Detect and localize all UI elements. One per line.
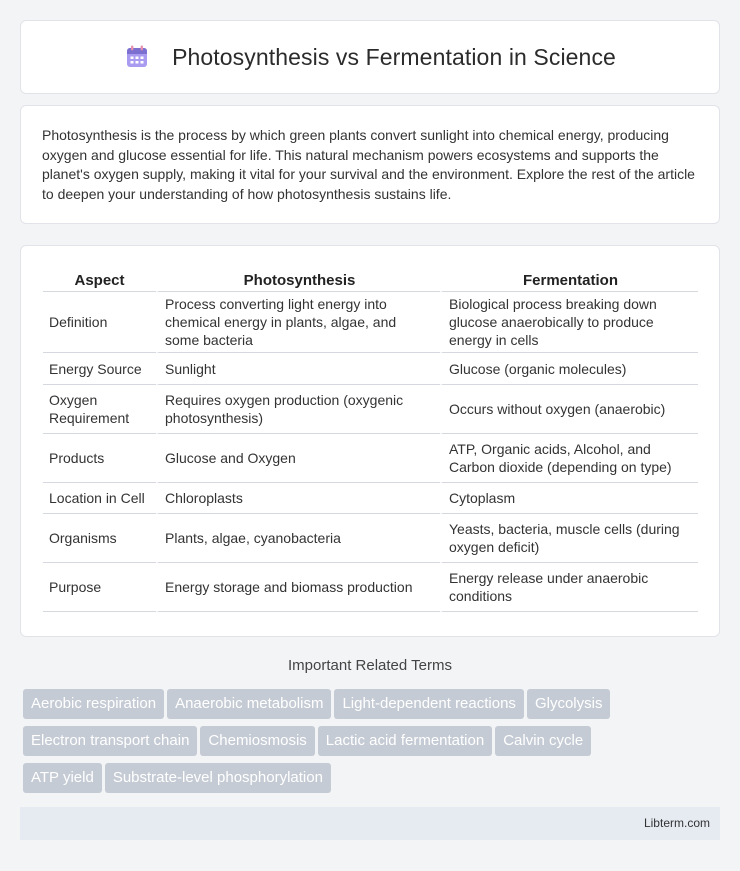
tag-aerobic-respiration[interactable]: Aerobic respiration [23,689,164,719]
table-row [43,353,698,385]
table-cell: Yeasts, bacteria, muscle cells (during oxygen deficit) [440,514,698,563]
tag-lactic-acid-fermentation[interactable]: Lactic acid fermentation [318,726,492,756]
table-row [43,514,698,563]
tag-electron-transport-chain[interactable]: Electron transport chain [23,726,197,756]
header-card [20,20,720,94]
table-row [43,483,698,514]
tag-light-dependent-reactions[interactable]: Light-dependent reactions [334,689,523,719]
table-cell: Energy release under anaerobic conditions [440,563,698,612]
tag-glycolysis[interactable]: Glycolysis [527,689,611,719]
tag-substrate-level-phosphorylation[interactable]: Substrate-level phosphorylation [105,763,331,793]
table-cell: Organisms [43,514,156,563]
intro-card [20,105,720,224]
table-cell: Products [43,434,156,483]
table-cell: Cytoplasm [440,483,698,514]
table-cell: Location in Cell [43,483,156,514]
related-terms-list [23,689,723,800]
table-cell: Biological process breaking down glucose anaerobically to produce energy in cells [440,292,698,353]
tag-chemiosmosis[interactable]: Chemiosmosis [200,726,314,756]
table-cell: Occurs without oxygen (anaerobic) [440,385,698,434]
header-fermentation: Fermentation [440,266,698,292]
table-cell: Chloroplasts [156,483,440,514]
footer [20,807,720,840]
table-cell: Requires oxygen production (oxygenic photosynthesis) [156,385,440,434]
table-cell: Definition [43,292,156,353]
calendar-icon [124,44,150,70]
tag-atp-yield[interactable]: ATP yield [23,763,102,793]
table-cell: Glucose (organic molecules) [440,353,698,385]
table-cell: Oxygen Requirement [43,385,156,434]
table-cell: Energy Source [43,353,156,385]
table-row [43,385,698,434]
header-photosynthesis: Photosynthesis [156,266,440,292]
tag-anaerobic-metabolism[interactable]: Anaerobic metabolism [167,689,331,719]
table-row [43,434,698,483]
intro-text: Photosynthesis is the process by which green plants convert sunlight into chemical energy, producing oxygen and glucose essential for life. This natural mechanism powers ecosystems and supports the planet's oxygen supply, making it vital for your survival and the environment. Explore the rest of the article to deepen your understanding of how photosynthesis sustains life. [42,127,695,203]
table-cell: Purpose [43,563,156,612]
table-cell: Sunlight [156,353,440,385]
comparison-table [43,266,698,612]
page-title: Photosynthesis vs Fermentation in Science [172,43,616,70]
table-cell: Process converting light energy into chemical energy in plants, algae, and some bacteria [156,292,440,353]
header-aspect: Aspect [43,266,156,292]
table-cell: Glucose and Oxygen [156,434,440,483]
comparison-table-card [20,245,720,637]
table-header-row [43,266,698,292]
table-cell: ATP, Organic acids, Alcohol, and Carbon dioxide (depending on type) [440,434,698,483]
table-row [43,292,698,353]
tag-calvin-cycle[interactable]: Calvin cycle [495,726,591,756]
table-cell: Energy storage and biomass production [156,563,440,612]
table-row [43,563,698,612]
table-cell: Plants, algae, cyanobacteria [156,514,440,563]
footer-site-link[interactable]: Libterm.com [643,816,710,830]
related-terms-title: Important Related Terms [288,657,452,674]
